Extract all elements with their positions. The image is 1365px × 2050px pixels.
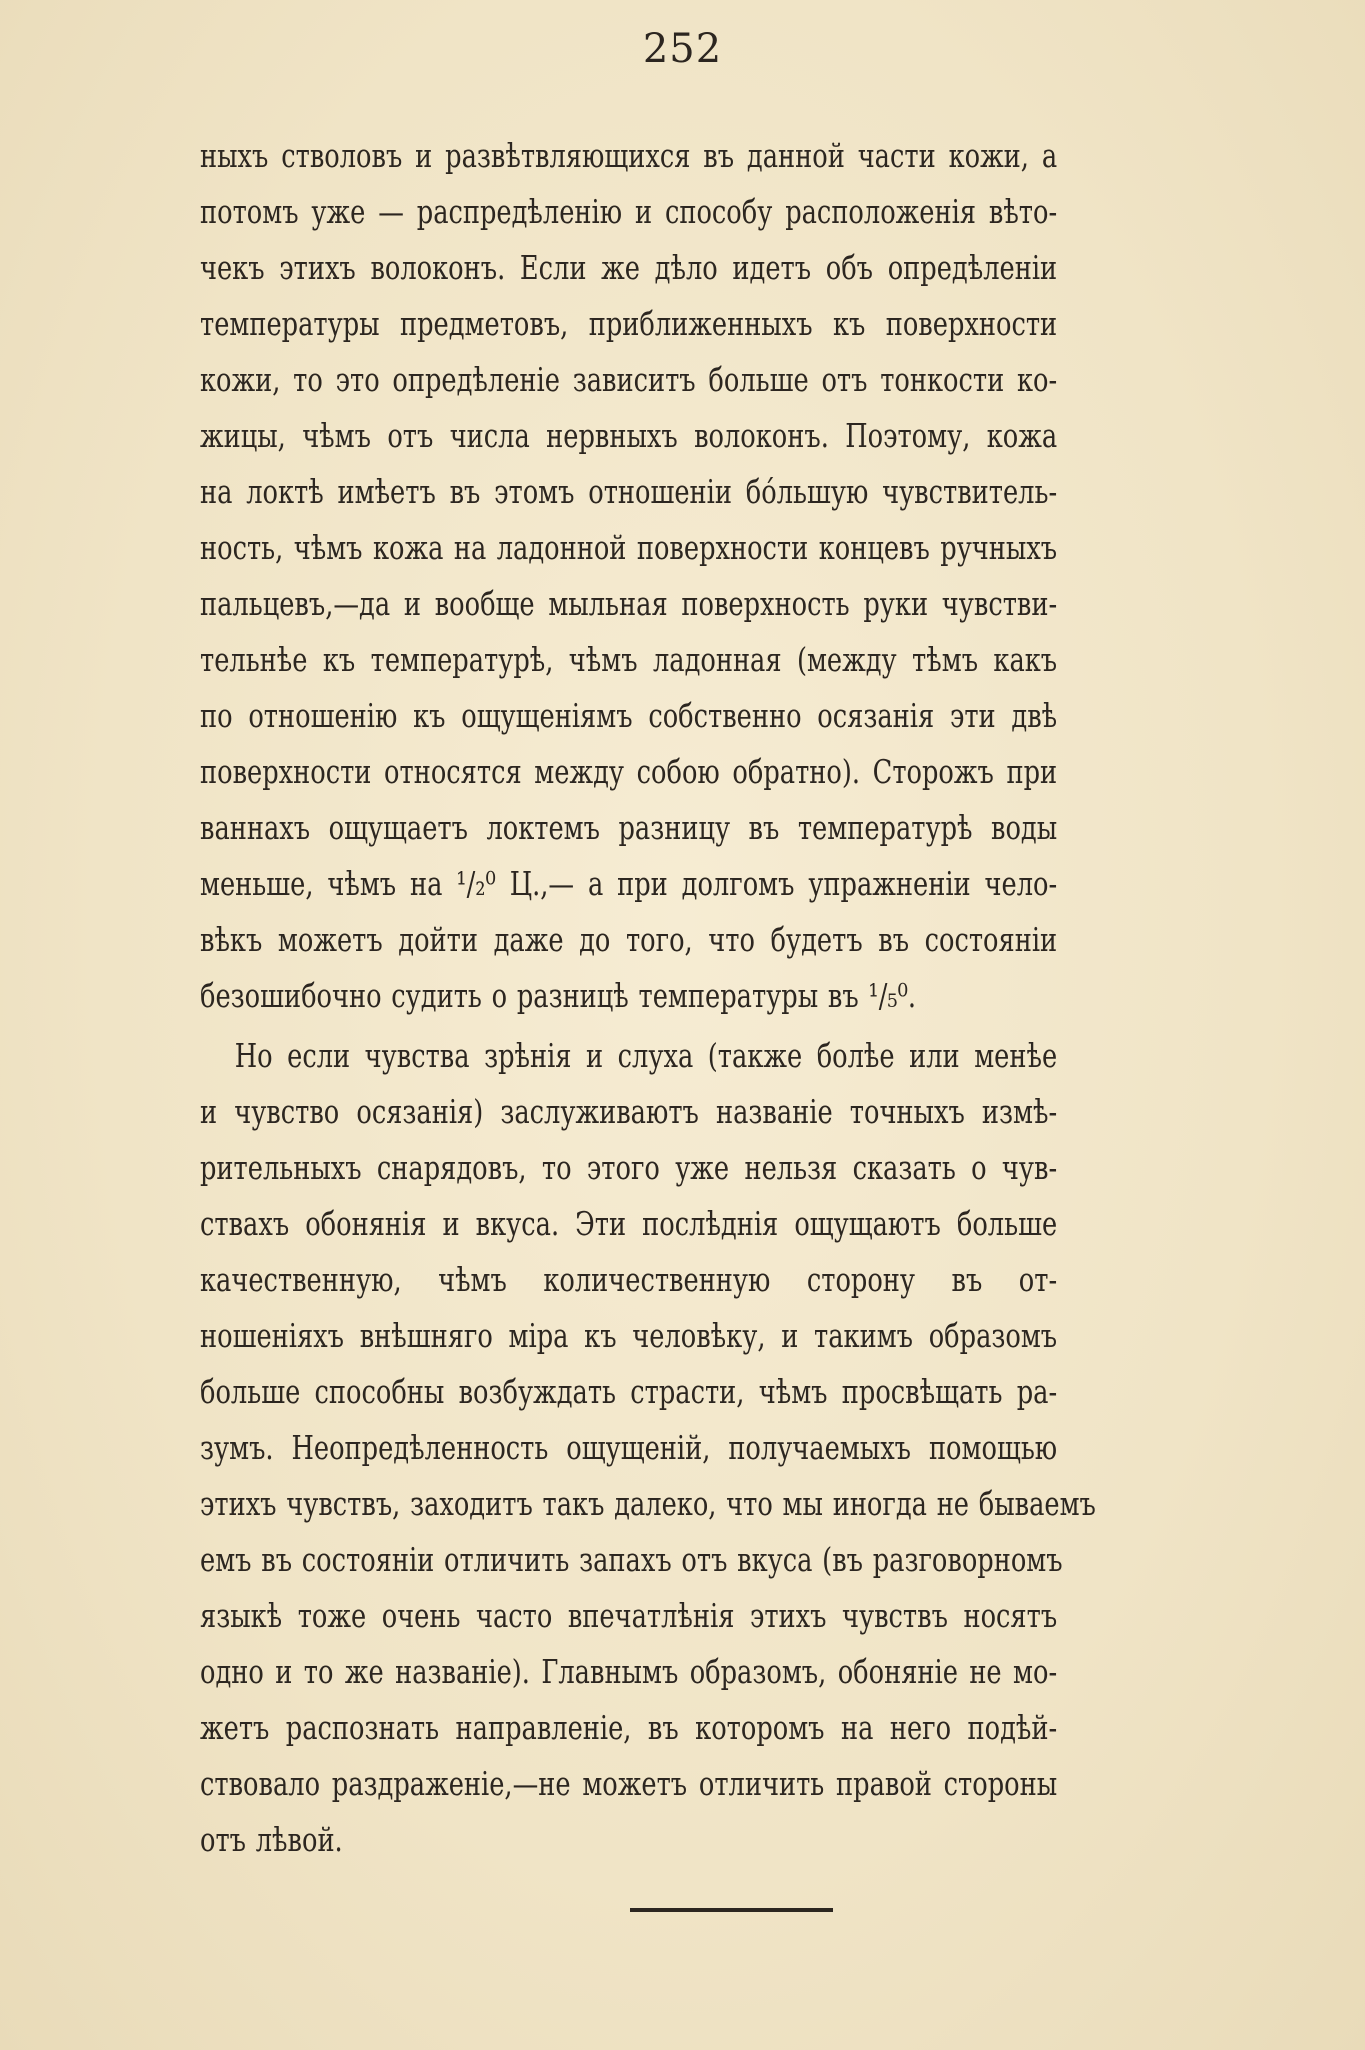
text-line: одно и то же названіе). Главнымъ образомъ, обоняніе не мо-: [200, 1653, 1058, 1691]
text-line: зумъ. Неопредѣленность ощущеній, получаемыхъ помощью: [200, 1429, 1058, 1467]
text-line: ныхъ стволовъ и развѣтвляющихся въ данной части кожи, а: [200, 137, 1058, 175]
text-line: языкѣ тоже очень часто впечатлѣнія этихъ чувствъ носятъ: [200, 1597, 1058, 1635]
text-line: ность, чѣмъ кожа на ладонной поверхности концевъ ручныхъ: [200, 529, 1058, 567]
text-line: вѣкъ можетъ дойти даже до того, что будетъ въ состояніи: [200, 921, 1058, 959]
text-line: пальцевъ,—да и вообще мыльная поверхность руки чувстви-: [200, 585, 1058, 623]
text-line: жицы, чѣмъ отъ числа нервныхъ волоконъ. Поэтому, кожа: [200, 417, 1058, 455]
text-line: ствахъ обонянія и вкуса. Эти послѣднія ощущаютъ больше: [200, 1205, 1058, 1243]
text-line: отъ лѣвой.: [200, 1821, 343, 1859]
text-line: температуры предметовъ, приближенныхъ къ поверхности: [200, 305, 1058, 343]
text-line: меньше, чѣмъ на ¹/₂⁰ Ц.,— а при долгомъ упражненіи чело-: [200, 865, 1058, 903]
paragraph-2: [200, 1028, 1096, 1868]
text-line: этихъ чувствъ, заходитъ такъ далеко, что мы иногда не бываемъ: [200, 1485, 1096, 1523]
text-line: чекъ этихъ волоконъ. Если же дѣло идетъ объ опредѣленіи: [200, 249, 1058, 287]
end-rule: [630, 1908, 833, 1912]
text-line: и чувство осязанія) заслуживаютъ названіе точныхъ измѣ-: [200, 1093, 1058, 1131]
paragraph-1: [200, 128, 1057, 1024]
text-line: жетъ распознать направленіе, въ которомъ на него подѣй-: [200, 1709, 1058, 1747]
text-line: ношеніяхъ внѣшняго міра къ человѣку, и такимъ образомъ: [200, 1317, 1058, 1355]
text-line: качественную, чѣмъ количественную сторону въ от-: [200, 1261, 1058, 1299]
text-line: ствовало раздраженіе,—не можетъ отличить правой стороны: [200, 1765, 1058, 1803]
text-line: Но если чувства зрѣнія и слуха (также болѣе или менѣе: [234, 1037, 1058, 1075]
text-line: кожи, то это опредѣленіе зависитъ больше отъ тонкости ко-: [200, 361, 1058, 399]
text-line: по отношенію къ ощущеніямъ собственно осязанія эти двѣ: [200, 697, 1058, 735]
text-line: больше способны возбуждать страсти, чѣмъ просвѣщать ра-: [200, 1373, 1058, 1411]
text-line: емъ въ состояніи отличить запахъ отъ вкуса (въ разговорномъ: [200, 1541, 1063, 1579]
page-number: 252: [642, 26, 723, 72]
text-line: безошибочно судить о разницѣ температуры въ ¹/₅⁰.: [200, 977, 917, 1015]
text-line: поверхности относятся между собою обратно). Сторожъ при: [200, 753, 1058, 791]
text-line: тельнѣе къ температурѣ, чѣмъ ладонная (между тѣмъ какъ: [200, 641, 1058, 679]
text-line: потомъ уже — распредѣленію и способу расположенія вѣто-: [200, 193, 1058, 231]
text-line: рительныхъ снарядовъ, то этого уже нельзя сказать о чув-: [200, 1149, 1058, 1187]
text-line: на локтѣ имѣетъ въ этомъ отношеніи бо́льшую чувствитель-: [200, 473, 1058, 511]
text-line: ваннахъ ощущаетъ локтемъ разницу въ температурѣ воды: [200, 809, 1058, 847]
